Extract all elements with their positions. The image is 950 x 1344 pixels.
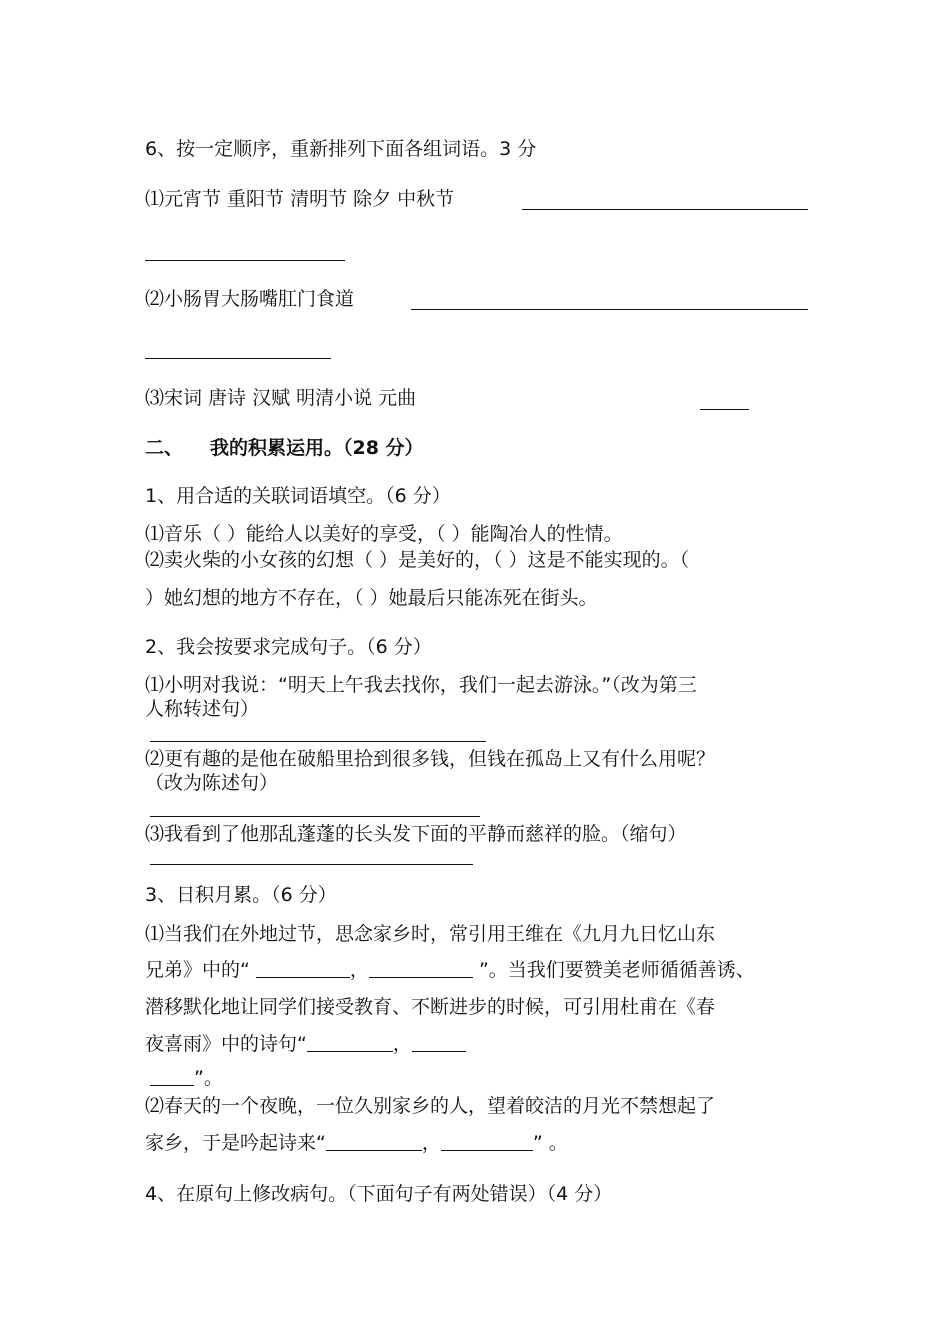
fill-blank bbox=[412, 1033, 466, 1052]
question-2-title: 2、我会按要求完成句子。（6 分） bbox=[145, 636, 432, 658]
question-3-line-5: ”。 bbox=[150, 1066, 223, 1090]
question-3-line-3: 潜移默化地让同学们接受教育、不断进步的时候，可引用杜甫在《春 bbox=[145, 996, 716, 1018]
section-2-title: 我的积累运用。（28 分） bbox=[210, 437, 424, 459]
question-2-item-1b: 人称转述句） bbox=[145, 698, 260, 720]
fill-blank bbox=[369, 959, 473, 978]
question-4-title: 4、在原句上修改病句。（下面句子有两处错误）（4 分） bbox=[145, 1183, 613, 1205]
question-1-line-3: ）她幻想的地方不存在，（ ）她最后只能冻死在街头。 bbox=[145, 587, 598, 609]
question-1-line-2: ⑵卖火柴的小女孩的幻想（ ）是美好的，（ ）这是不能实现的。（ bbox=[145, 549, 690, 571]
question-3-line-2: 兄弟》中的“ ， ”。当我们要赞美老师循循善诱、 bbox=[145, 959, 755, 981]
answer-line bbox=[150, 816, 480, 817]
fill-blank bbox=[150, 1067, 194, 1086]
answer-line bbox=[145, 260, 345, 261]
question-2-item-1a: ⑴小明对我说：“明天上午我去找你，我们一起去游泳。”（改为第三 bbox=[145, 674, 697, 696]
fill-blank bbox=[441, 1132, 533, 1151]
question-6-item-2: ⑵小肠胃大肠嘴肛门食道 bbox=[145, 288, 355, 310]
question-2-item-2a: ⑵更有趣的是他在破船里拾到很多钱，但钱在孤岛上又有什么用呢？ bbox=[145, 748, 716, 770]
section-2-number: 二、 bbox=[145, 437, 184, 459]
question-6-item-1: ⑴元宵节 重阳节 清明节 除夕 中秋节 bbox=[145, 188, 455, 210]
question-1-line-1: ⑴音乐（ ）能给人以美好的享受，（ ）能陶冶人的性情。 bbox=[145, 523, 623, 545]
question-3-line-1: ⑴当我们在外地过节，思念家乡时，常引用王维在《九月九日忆山东 bbox=[145, 923, 716, 945]
question-3-line-4: 夜喜雨》中的诗句“ ， bbox=[145, 1032, 466, 1056]
question-1-title: 1、用合适的关联词语填空。（6 分） bbox=[145, 485, 451, 507]
answer-line bbox=[522, 209, 808, 210]
question-6-title: 6、按一定顺序，重新排列下面各组词语。3 分 bbox=[145, 138, 537, 160]
question-6-item-3: ⑶宋词 唐诗 汉赋 明清小说 元曲 bbox=[145, 387, 417, 409]
answer-line bbox=[150, 864, 473, 865]
fill-blank bbox=[256, 959, 350, 978]
answer-line bbox=[145, 358, 331, 359]
question-3-line-6: ⑵春天的一个夜晚，一位久别家乡的人，望着皎洁的月光不禁想起了 bbox=[145, 1095, 716, 1117]
question-2-item-3: ⑶我看到了他那乱蓬蓬的长头发下面的平静而慈祥的脸。（缩句） bbox=[145, 823, 687, 845]
fill-blank bbox=[326, 1132, 422, 1151]
answer-line bbox=[150, 741, 486, 742]
question-2-item-2b: （改为陈述句） bbox=[145, 772, 279, 794]
answer-line bbox=[411, 309, 808, 310]
question-3-title: 3、日积月累。（6 分） bbox=[145, 884, 337, 906]
fill-blank bbox=[307, 1033, 393, 1052]
question-3-line-7: 家乡，于是吟起诗来“ ， ” 。 bbox=[145, 1132, 568, 1154]
answer-line bbox=[700, 409, 749, 410]
